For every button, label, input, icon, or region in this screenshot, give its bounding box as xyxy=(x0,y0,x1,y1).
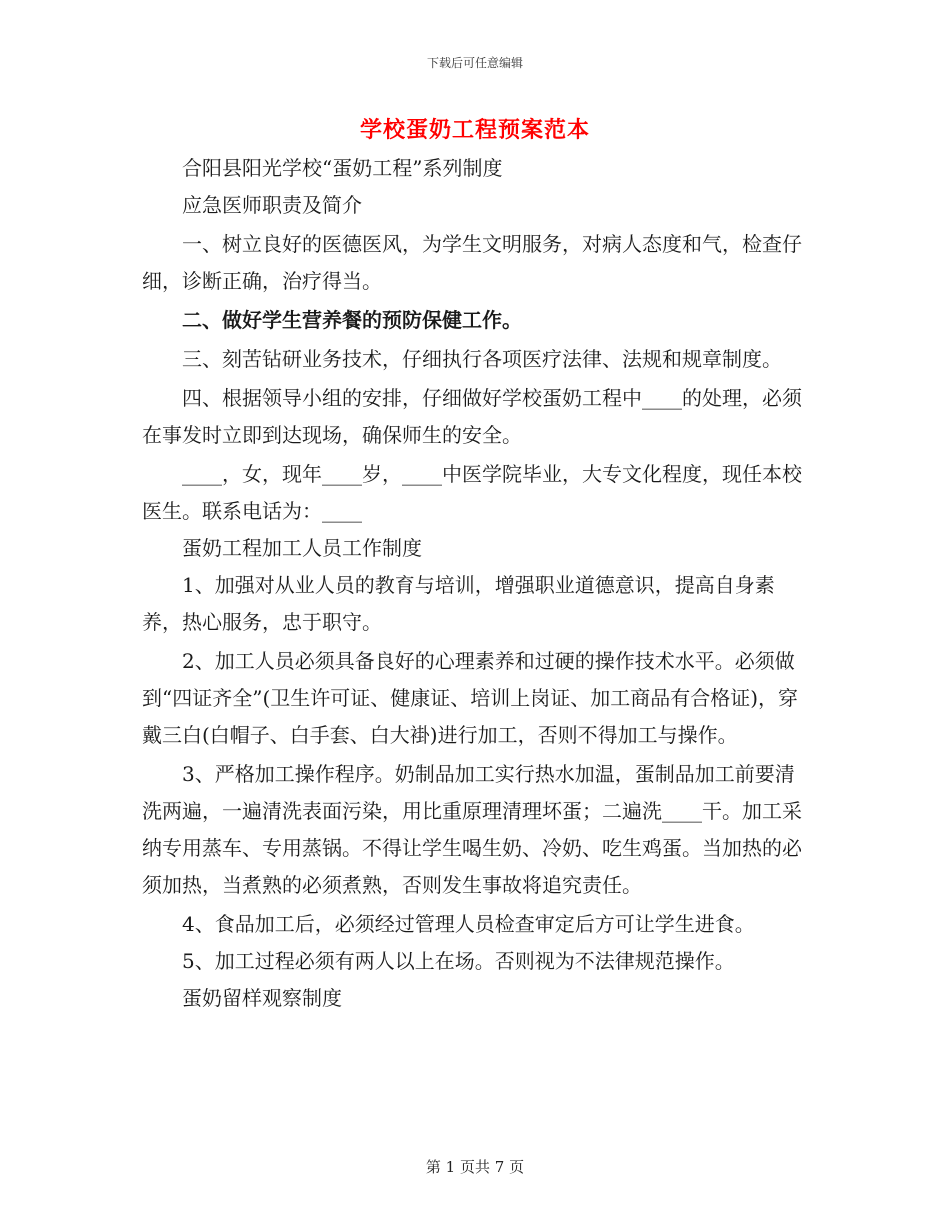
page-header: 下载后可任意编辑 xyxy=(426,56,523,70)
paragraph-3: 二、做好学生营养餐的预防保健工作。 xyxy=(182,308,522,332)
paragraph-8: 1、加强对从业人员的教育与培训，增强职业道德意识，提高自身素养，热心服务，忠于职守。 xyxy=(142,573,775,634)
paragraph-6: ____，女，现年____岁，____中医学院毕业，大专文化程度，现任本校医生。联系电话为：____ xyxy=(142,462,802,523)
paragraph-13: 蛋奶留样观察制度 xyxy=(182,986,342,1010)
page-footer: 第 1 页共 7 页 xyxy=(425,1158,525,1176)
paragraph-2: 一、树立良好的医德医风，为学生文明服务，对病人态度和气，检查仔细，诊断正确，治疗得当。 xyxy=(142,232,802,293)
paragraph-1: 应急医师职责及简介 xyxy=(182,193,362,217)
document-body xyxy=(142,150,808,1017)
paragraph-7: 蛋奶工程加工人员工作制度 xyxy=(182,536,422,560)
paragraph-11: 4、食品加工后，必须经过管理人员检查审定后方可让学生进食。 xyxy=(182,912,755,936)
paragraph-0: 合阳县阳光学校“蛋奶工程”系列制度 xyxy=(182,156,503,180)
document-title: 学校蛋奶工程预案范本 xyxy=(359,117,590,143)
paragraph-10: 3、严格加工操作程序。奶制品加工实行热水加温，蛋制品加工前要清洗两遍，一遍清洗表面污染，用比重原理清理坏蛋；二遍洗____干。加工采纳专用蒸车、专用蒸锅。不得让学生喝生奶、冷奶、吃生鸡蛋。当加热的必须加热，当煮熟的必须煮熟，否则发生事故将追究责任。 xyxy=(142,762,802,897)
paragraph-5: 四、根据领导小组的安排，仔细做好学校蛋奶工程中____的处理，必须在事发时立即到达现场，确保师生的安全。 xyxy=(142,386,802,447)
paragraph-9: 2、加工人员必须具备良好的心理素养和过硬的操作技术水平。必须做到“四证齐全”(卫生许可证、健康证、培训上岗证、加工商品有合格证)，穿戴三白(白帽子、白手套、白大褂)进行加工，否则不得加工与操作。 xyxy=(142,649,799,747)
paragraph-4: 三、刻苦钻研业务技术，仔细执行各项医疗法律、法规和规章制度。 xyxy=(182,347,782,371)
paragraph-12: 5、加工过程必须有两人以上在场。否则视为不法律规范操作。 xyxy=(182,949,735,973)
